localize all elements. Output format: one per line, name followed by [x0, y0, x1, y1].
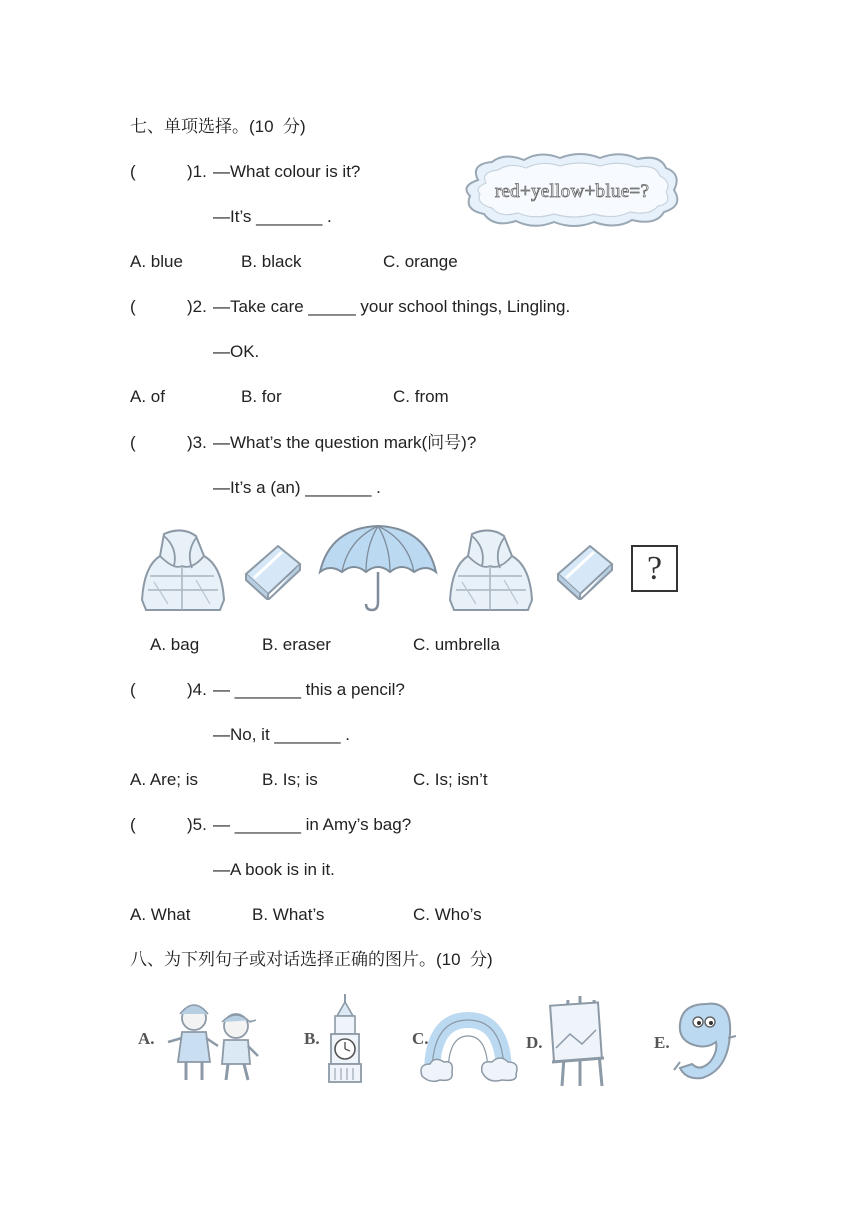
q5-option-b: B. What’s — [252, 905, 325, 924]
question-number-2: )2. — [187, 297, 207, 316]
section-8-title: 八、为下列句子或对话选择正确的图片。(10 分) — [130, 950, 493, 969]
q3-option-b: B. eraser — [262, 635, 331, 654]
cloud-text: red+yellow+blue=? — [494, 181, 650, 202]
question-mark-box: ? — [631, 545, 678, 592]
picture-options-row — [132, 990, 752, 1090]
question-2-answer: —OK. — [213, 342, 260, 361]
question-number-1: )1. — [187, 162, 207, 181]
question-number-5: )5. — [187, 815, 207, 834]
answer-paren-4[interactable]: ( — [130, 680, 136, 699]
q1-option-a: A. blue — [130, 252, 183, 271]
picture-label-d: D. — [526, 1033, 543, 1052]
section-7-title: 七、单项选择。(10 分) — [130, 117, 306, 136]
number-nine-image — [674, 1004, 736, 1079]
picture-label-b: B. — [304, 1029, 320, 1048]
question-number-3: )3. — [187, 433, 207, 452]
picture-label-e: E. — [654, 1033, 670, 1052]
q3-option-c: C. umbrella — [413, 635, 500, 654]
children-image — [168, 1005, 258, 1080]
rainbow-image — [421, 1020, 517, 1081]
q4-option-c: C. Is; isn’t — [413, 770, 488, 789]
question-2-text: —Take care _____ your school things, Lingling. — [213, 297, 571, 316]
question-3-answer: —It’s a (an) _______ . — [213, 478, 381, 497]
bag-icon — [442, 526, 538, 614]
question-1-text: —What colour is it? — [213, 162, 361, 181]
q5-option-a: A. What — [130, 905, 191, 924]
question-3-text: —What’s the question mark(问号)? — [213, 433, 477, 452]
question-5-answer: —A book is in it. — [213, 860, 335, 879]
question-1-answer: —It’s _______ . — [213, 207, 332, 226]
bag-icon — [134, 526, 230, 614]
q1-option-b: B. black — [241, 252, 302, 271]
answer-paren-3[interactable]: ( — [130, 433, 136, 452]
clock-tower-image — [329, 994, 361, 1082]
answer-paren-1[interactable]: ( — [130, 162, 136, 181]
question-4-answer: —No, it _______ . — [213, 725, 351, 744]
q5-option-c: C. Who’s — [413, 905, 482, 924]
umbrella-icon — [316, 522, 440, 614]
q2-option-c: C. from — [393, 387, 449, 406]
q4-option-b: B. Is; is — [262, 770, 318, 789]
picture-label-c: C. — [412, 1029, 429, 1048]
q2-option-b: B. for — [241, 387, 282, 406]
answer-paren-2[interactable]: ( — [130, 297, 136, 316]
answer-paren-5[interactable]: ( — [130, 815, 136, 834]
eraser-icon — [240, 540, 306, 600]
easel-image — [550, 996, 604, 1086]
q1-option-c: C. orange — [383, 252, 458, 271]
question-number-4: )4. — [187, 680, 207, 699]
color-cloud-image — [460, 150, 685, 230]
eraser-icon — [552, 540, 618, 600]
question-4-text: — _______ this a pencil? — [213, 680, 405, 699]
q3-option-a: A. bag — [150, 635, 200, 654]
q4-option-a: A. Are; is — [130, 770, 199, 789]
q2-option-a: A. of — [130, 387, 165, 406]
picture-label-a: A. — [138, 1029, 155, 1048]
question-5-text: — _______ in Amy’s bag? — [213, 815, 412, 834]
